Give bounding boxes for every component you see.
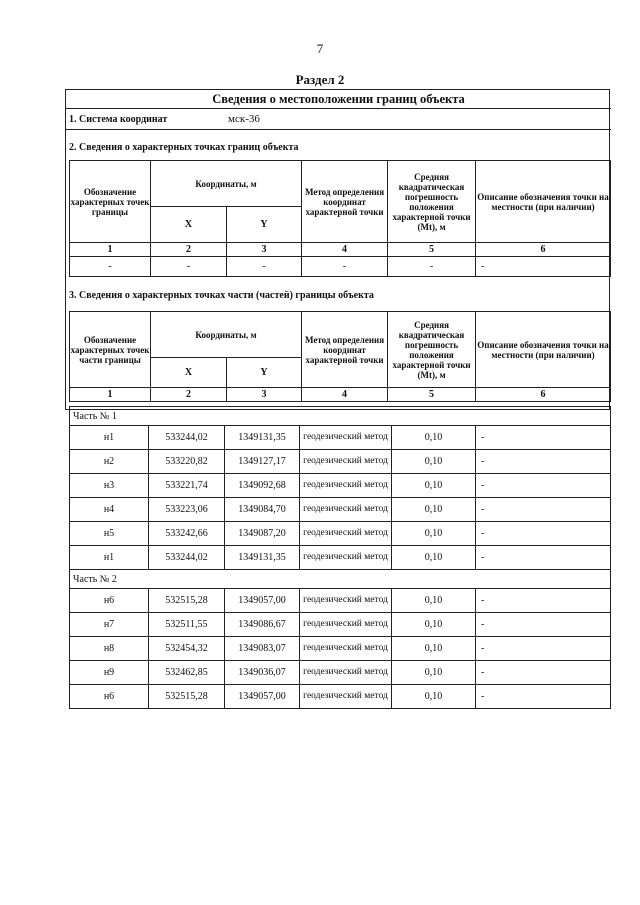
col-number: 6 [476, 243, 611, 257]
table-row [70, 426, 611, 450]
x-cell: 532515,28 [149, 685, 225, 709]
col-number: 3 [227, 388, 302, 402]
desc-cell: - [476, 426, 611, 450]
section-title: Раздел 2 [295, 72, 345, 87]
point-cell: н3 [70, 474, 149, 498]
section3-title: 3. Сведения о характерных точках части (частей) границы объекта [69, 290, 374, 301]
point-cell: н9 [70, 661, 149, 685]
point-cell: н5 [70, 522, 149, 546]
cell: - [151, 257, 227, 277]
main-header: Сведения о местоположении границ объекта [212, 92, 465, 106]
hdr-point: Обозначение характерных точек границы [70, 161, 151, 243]
cell: - [227, 257, 302, 277]
desc-cell: - [476, 613, 611, 637]
y-cell: 1349084,70 [225, 498, 300, 522]
coord-system-value: мск-36 [228, 113, 260, 125]
y-cell: 1349092,68 [225, 474, 300, 498]
error-cell: 0,10 [392, 613, 476, 637]
y-cell: 1349086,67 [225, 613, 300, 637]
method-cell: геодезический метод [300, 474, 392, 498]
desc-cell: - [476, 546, 611, 570]
hdr-y: Y [227, 207, 302, 243]
y-cell: 1349131,35 [225, 426, 300, 450]
hdr-desc: Описание обозначения точки на местности (при наличии) [476, 312, 611, 388]
desc-cell: - [476, 450, 611, 474]
col-number: 5 [388, 243, 476, 257]
hdr-error: Средняя квадратическая погрешность положения характерной точки (Mt), м [388, 161, 476, 243]
table-row [70, 589, 611, 613]
point-cell: н2 [70, 450, 149, 474]
error-cell: 0,10 [392, 474, 476, 498]
x-cell: 533244,02 [149, 546, 225, 570]
point-cell: н6 [70, 685, 149, 709]
y-cell: 1349036,07 [225, 661, 300, 685]
x-cell: 533220,82 [149, 450, 225, 474]
cell: - [476, 257, 611, 277]
method-cell: геодезический метод [300, 450, 392, 474]
col-number: 2 [151, 243, 227, 257]
divider [66, 129, 611, 130]
point-cell: н6 [70, 589, 149, 613]
method-cell: геодезический метод [300, 661, 392, 685]
table-row [70, 498, 611, 522]
table-row [70, 637, 611, 661]
hdr-x: X [151, 358, 227, 388]
col-number: 6 [476, 388, 611, 402]
method-cell: геодезический метод [300, 426, 392, 450]
table-row [70, 450, 611, 474]
table-row [70, 522, 611, 546]
part-header-row [70, 570, 611, 589]
divider [66, 108, 611, 109]
page-number: 7 [316, 41, 324, 56]
y-cell: 1349057,00 [225, 685, 300, 709]
desc-cell: - [476, 589, 611, 613]
desc-cell: - [476, 685, 611, 709]
point-cell: н8 [70, 637, 149, 661]
desc-cell: - [476, 522, 611, 546]
hdr-point: Обозначение характерных точек части границы [70, 312, 151, 388]
table-row [70, 474, 611, 498]
table-row [70, 546, 611, 570]
hdr-method: Метод определения координат характерной точки [302, 161, 388, 243]
x-cell: 532511,55 [149, 613, 225, 637]
col-number: 2 [151, 388, 227, 402]
error-cell: 0,10 [392, 685, 476, 709]
method-cell: геодезический метод [300, 546, 392, 570]
part-header-row [70, 407, 611, 426]
col-number: 5 [388, 388, 476, 402]
hdr-error: Средняя квадратическая погрешность положения характерной точки (Mt), м [388, 312, 476, 388]
x-cell: 532454,32 [149, 637, 225, 661]
y-cell: 1349087,20 [225, 522, 300, 546]
method-cell: геодезический метод [300, 589, 392, 613]
hdr-coords: Координаты, м [151, 312, 302, 358]
desc-cell: - [476, 474, 611, 498]
error-cell: 0,10 [392, 450, 476, 474]
desc-cell: - [476, 498, 611, 522]
x-cell: 532462,85 [149, 661, 225, 685]
point-cell: н1 [70, 426, 149, 450]
parts-table [69, 406, 611, 709]
point-cell: н7 [70, 613, 149, 637]
error-cell: 0,10 [392, 498, 476, 522]
desc-cell: - [476, 637, 611, 661]
y-cell: 1349057,00 [225, 589, 300, 613]
section2-title: 2. Сведения о характерных точках границ объекта [69, 142, 299, 153]
error-cell: 0,10 [392, 426, 476, 450]
table-row [70, 613, 611, 637]
method-cell: геодезический метод [300, 685, 392, 709]
x-cell: 533244,02 [149, 426, 225, 450]
x-cell: 533223,06 [149, 498, 225, 522]
x-cell: 532515,28 [149, 589, 225, 613]
hdr-method: Метод определения координат характерной точки [302, 312, 388, 388]
error-cell: 0,10 [392, 546, 476, 570]
coord-system-label: 1. Система координат [69, 114, 168, 125]
cell: - [302, 257, 388, 277]
error-cell: 0,10 [392, 637, 476, 661]
col-number: 4 [302, 388, 388, 402]
point-cell: н1 [70, 546, 149, 570]
table-row [70, 661, 611, 685]
error-cell: 0,10 [392, 661, 476, 685]
desc-cell: - [476, 661, 611, 685]
y-cell: 1349083,07 [225, 637, 300, 661]
part-label: Часть № 1 [70, 407, 611, 426]
section3-header-table [69, 311, 611, 402]
method-cell: геодезический метод [300, 637, 392, 661]
hdr-x: X [151, 207, 227, 243]
error-cell: 0,10 [392, 589, 476, 613]
col-number: 3 [227, 243, 302, 257]
error-cell: 0,10 [392, 522, 476, 546]
hdr-coords: Координаты, м [151, 161, 302, 207]
hdr-y: Y [227, 358, 302, 388]
info-frame [65, 89, 610, 410]
x-cell: 533221,74 [149, 474, 225, 498]
hdr-desc: Описание обозначения точки на местности (при наличии) [476, 161, 611, 243]
y-cell: 1349127,17 [225, 450, 300, 474]
table-row [70, 685, 611, 709]
x-cell: 533242,66 [149, 522, 225, 546]
section2-table [69, 160, 611, 277]
col-number: 1 [70, 243, 151, 257]
y-cell: 1349131,35 [225, 546, 300, 570]
method-cell: геодезический метод [300, 522, 392, 546]
cell: - [388, 257, 476, 277]
method-cell: геодезический метод [300, 498, 392, 522]
method-cell: геодезический метод [300, 613, 392, 637]
cell: - [70, 257, 151, 277]
col-number: 1 [70, 388, 151, 402]
part-label: Часть № 2 [70, 570, 611, 589]
point-cell: н4 [70, 498, 149, 522]
col-number: 4 [302, 243, 388, 257]
